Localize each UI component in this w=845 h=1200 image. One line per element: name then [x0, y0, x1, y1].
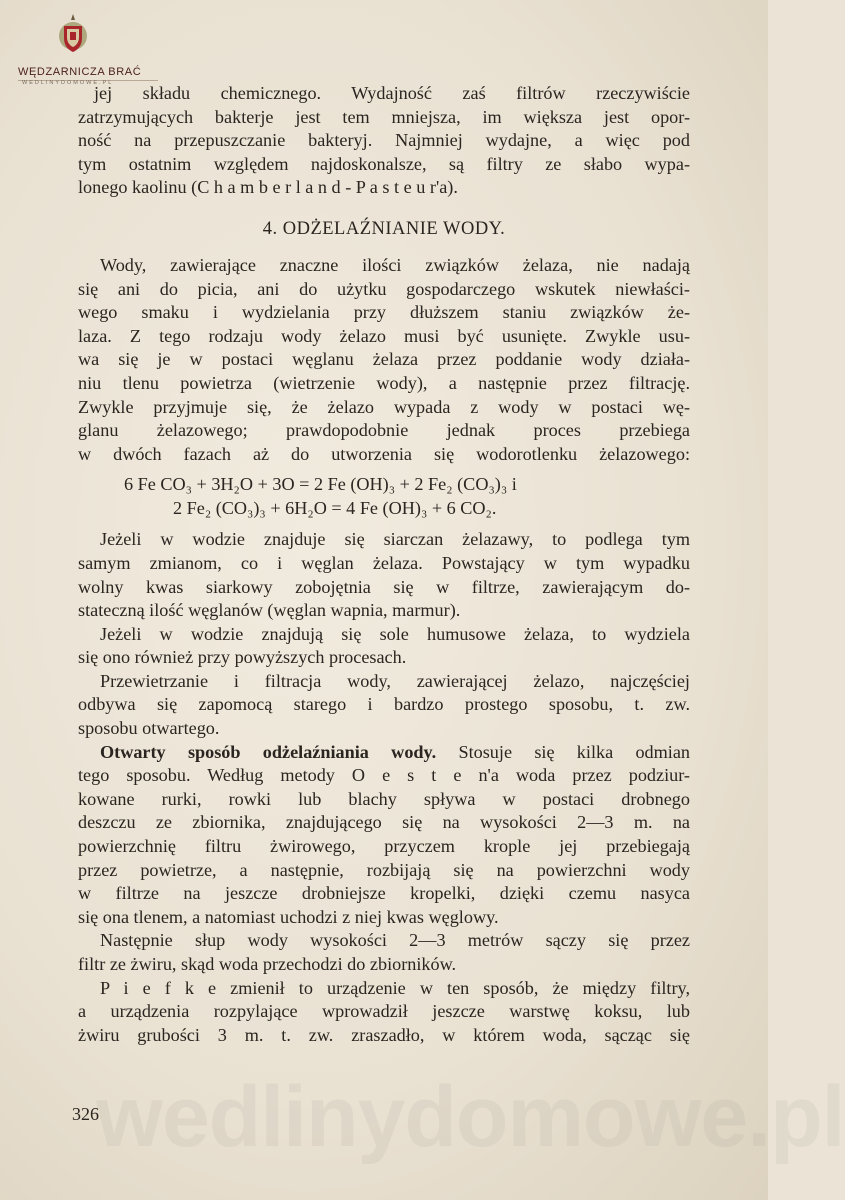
- text-line: glanu żelazowego; prawdopodobnie jednak proces przebiega: [78, 420, 690, 441]
- text-line: ność na przepuszczanie bakteryj. Najmniej wydajne, a więc pod: [78, 130, 690, 151]
- text-line: stateczną ilość węglanów (węglan wapnia, marmur).: [78, 600, 461, 621]
- crest-icon: [53, 12, 93, 56]
- page-number: 326: [72, 1104, 99, 1124]
- text-line: laza. Z tego rodzaju wody żelazo musi być usunięte. Zwykle usu-: [78, 325, 690, 346]
- site-logo[interactable]: [18, 10, 142, 86]
- text-line: się ono również przy powyższych procesach.: [78, 647, 407, 668]
- text-line: Jeżeli w wodzie znajduje się siarczan żelazawy, to podlega tym: [100, 529, 690, 550]
- text-line: tym ostatnim względem najdoskonalsze, są filtry ze słabo wypa-: [78, 153, 690, 174]
- text-line: zatrzymujących bakterje jest tem mniejsza, im większa jest opor-: [78, 106, 690, 127]
- text-line: przez powietrze, a następnie, rozbijają się na powierzchni wody: [78, 859, 690, 880]
- paragraph-5: [78, 741, 690, 930]
- formula-line-2: 2 Fe₂ (CO₃)₃ + 6H₂O = 4 Fe (OH)₃ + 6 CO₂.: [173, 498, 497, 519]
- paragraph-4: [78, 670, 690, 741]
- text-line: w dwóch fazach aż do utworzenia się wodorotlenku żelazowego:: [78, 443, 690, 464]
- text-line: się ona tlenem, a natomiast uchodzi z niej kwas węglowy.: [78, 906, 499, 927]
- subsection-title: Otwarty sposób odżelaźniania wody.: [100, 741, 437, 762]
- text-line: w filtrze na jeszcze drobniejsze kropelki, dzięki czemu nasyca: [78, 883, 690, 904]
- formula-line-1: 6 Fe CO₃ + 3H₂O + 3O = 2 Fe (OH)₃ + 2 Fe₂ (CO₃)₃ i: [124, 474, 517, 495]
- paragraph-1: [78, 254, 690, 466]
- text-line: a urządzenia rozpylające wprowadził jeszcze warstwę koksu, lub: [78, 1001, 690, 1022]
- text-line: odbywa się zapomocą starego i bardzo prostego sposobu, t. zw.: [78, 694, 690, 715]
- text-line: Przewietrzanie i filtracja wody, zawierającej żelazo, najczęściej: [100, 670, 690, 691]
- text-line: wa się je w postaci węglanu żelaza przez poddanie wody działa-: [78, 349, 690, 370]
- page-text: [78, 82, 690, 1047]
- watermark: wedlinydomowe.pl: [96, 1069, 845, 1165]
- text-line: wolny kwas siarkowy zobojętnia się w filtrze, zawierającym do-: [78, 576, 690, 597]
- text-line: deszczu ze zbiornika, znajdującego się na wysokości 2—3 m. na: [78, 812, 690, 833]
- paragraph-6: [78, 929, 690, 976]
- paragraph-2: [78, 528, 690, 622]
- text-line: sposobu otwartego.: [78, 718, 220, 739]
- text-line: kowane rurki, rowki lub blachy spływa w postaci drobnego: [78, 788, 690, 809]
- text-fragment: Stosuje się kilka odmian: [458, 741, 691, 762]
- text-line: P i e f k e zmienił to urządzenie w ten sposób, że między filtry,: [100, 977, 690, 998]
- paragraph-3: [78, 623, 690, 670]
- text-line: niu tlenu powietrza (wietrzenie wody), a następnie przez filtrację.: [78, 372, 690, 393]
- text-line: Następnie słup wody wysokości 2—3 metrów sączy się przez: [100, 930, 690, 951]
- text-line: samym zmianom, co i węglan żelaza. Powstający w tym wypadku: [78, 552, 690, 573]
- text-line: tego sposobu. Według metody O e s t e n'a woda przez podziur-: [78, 765, 690, 786]
- text-line: [78, 741, 690, 765]
- text-line: filtr ze żwiru, skąd woda przechodzi do zbiorników.: [78, 954, 457, 974]
- text-line: jej składu chemicznego. Wydajność zaś filtrów rzeczywiście: [94, 83, 690, 103]
- logo-name: WĘDZARNICZA BRAĆ: [18, 66, 142, 78]
- text-line: żwiru grubości 3 m. t. zw. zraszadło, w którem woda, sącząc się: [78, 1024, 690, 1045]
- intro-paragraph: [78, 82, 690, 200]
- logo-subtitle: WEDLINYDOMOWE.PL: [22, 80, 114, 86]
- paragraph-7: [78, 977, 690, 1048]
- text-line: się ani do picia, ani do użytku gospodarczego wskutek niewłaści-: [78, 278, 690, 299]
- text-line: Wody, zawierające znaczne ilości związków żelaza, nie nadają: [100, 254, 690, 275]
- text-line: powierzchnię filtru żwirowego, przyczem krople jej przebiegają: [78, 836, 690, 857]
- text-line: Zwykle przyjmuje się, że żelazo wypada z wody w postaci wę-: [78, 396, 690, 417]
- text-line: lonego kaolinu (C h a m b e r l a n d - P a s t e u r'a).: [78, 177, 458, 198]
- text-line: Jeżeli w wodzie znajdują się sole humusowe żelaza, to wydziela: [100, 623, 690, 644]
- chemical-formulas: [78, 472, 690, 520]
- text-line: wego smaku i wydzielania przy dłuższem staniu związków że-: [78, 302, 690, 323]
- section-heading: 4. ODŻELAŹNIANIE WODY.: [262, 218, 506, 239]
